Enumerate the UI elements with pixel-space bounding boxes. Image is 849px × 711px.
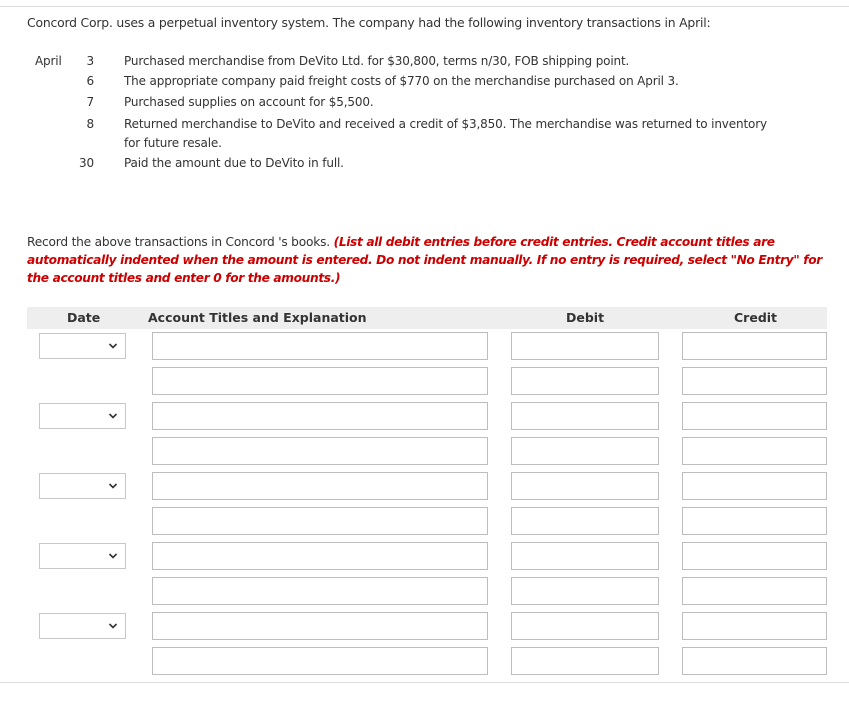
account-title-input[interactable] <box>152 332 488 360</box>
transaction-description: Purchased merchandise from DeVito Ltd. for $30,800, terms n/30, FOB shipping point. <box>124 54 630 68</box>
debit-input[interactable] <box>511 402 659 430</box>
date-select[interactable] <box>39 333 126 359</box>
account-title-input[interactable] <box>152 542 488 570</box>
transaction-day: 3 <box>86 54 94 68</box>
credit-input[interactable] <box>682 507 827 535</box>
chevron-down-icon <box>108 620 118 632</box>
instructions-note: (List all debit entries before credit entries. Credit account titles are automatically indented when the amount is entered. Do not indent manually. If no entry is required, select "No Entry" for the account titles and enter 0 for the amounts.) <box>27 235 822 285</box>
credit-input[interactable] <box>682 437 827 465</box>
header-account-titles: Account Titles and Explanation <box>148 310 367 325</box>
transaction-description-continued: for future resale. <box>124 136 222 150</box>
account-title-input[interactable] <box>152 367 488 395</box>
credit-input[interactable] <box>682 332 827 360</box>
account-title-input[interactable] <box>152 437 488 465</box>
chevron-down-icon <box>108 340 118 352</box>
credit-input[interactable] <box>682 542 827 570</box>
date-select[interactable] <box>39 613 126 639</box>
debit-input[interactable] <box>511 542 659 570</box>
transaction-day: 6 <box>86 74 94 88</box>
chevron-down-icon <box>108 550 118 562</box>
credit-input[interactable] <box>682 402 827 430</box>
chevron-down-icon <box>108 410 118 422</box>
transaction-day: 30 <box>79 156 94 170</box>
header-debit: Debit <box>566 310 605 325</box>
problem-intro: Concord Corp. uses a perpetual inventory system. The company had the following inventory transactions in April: <box>27 15 711 30</box>
date-select[interactable] <box>39 543 126 569</box>
instructions <box>27 233 827 287</box>
account-title-input[interactable] <box>152 507 488 535</box>
instructions-text: Record the above transactions in Concord 's books. <box>27 235 334 249</box>
header-date: Date <box>67 310 101 325</box>
account-title-input[interactable] <box>152 612 488 640</box>
transaction-description: Paid the amount due to DeVito in full. <box>124 156 344 170</box>
transaction-day: 8 <box>86 117 94 131</box>
transaction-description: Purchased supplies on account for $5,500. <box>124 95 374 109</box>
journal-table-header <box>27 307 827 329</box>
credit-input[interactable] <box>682 577 827 605</box>
date-select[interactable] <box>39 403 126 429</box>
account-title-input[interactable] <box>152 577 488 605</box>
credit-input[interactable] <box>682 612 827 640</box>
debit-input[interactable] <box>511 612 659 640</box>
account-title-input[interactable] <box>152 647 488 675</box>
debit-input[interactable] <box>511 577 659 605</box>
debit-input[interactable] <box>511 367 659 395</box>
credit-input[interactable] <box>682 367 827 395</box>
debit-input[interactable] <box>511 507 659 535</box>
debit-input[interactable] <box>511 647 659 675</box>
debit-input[interactable] <box>511 332 659 360</box>
credit-input[interactable] <box>682 647 827 675</box>
bottom-divider <box>0 682 849 683</box>
header-credit: Credit <box>734 310 778 325</box>
transaction-description: The appropriate company paid freight costs of $770 on the merchandise purchased on April 3. <box>124 74 679 88</box>
account-title-input[interactable] <box>152 402 488 430</box>
debit-input[interactable] <box>511 472 659 500</box>
top-divider <box>0 6 849 7</box>
chevron-down-icon <box>108 480 118 492</box>
transaction-month: April <box>35 54 62 68</box>
transaction-day: 7 <box>86 95 94 109</box>
account-title-input[interactable] <box>152 472 488 500</box>
transaction-description: Returned merchandise to DeVito and received a credit of $3,850. The merchandise was returned to inventory <box>124 117 767 131</box>
debit-input[interactable] <box>511 437 659 465</box>
credit-input[interactable] <box>682 472 827 500</box>
date-select[interactable] <box>39 473 126 499</box>
